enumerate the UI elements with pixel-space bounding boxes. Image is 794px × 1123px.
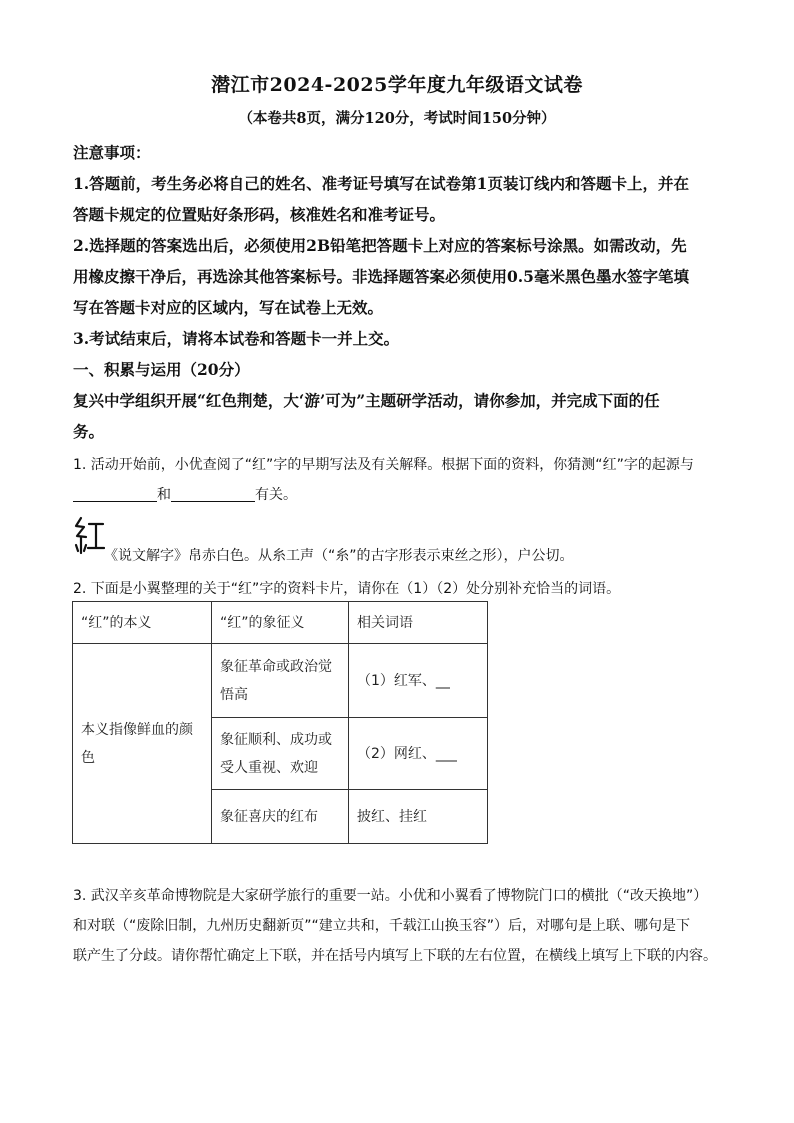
question-1-ending: 有关。 xyxy=(255,487,297,503)
question-1-answer-line xyxy=(73,484,297,504)
question-2-prompt: 2. 下面是小翼整理的关于“红”字的资料卡片，请你在（1）（2）处分别补充恰当的词语。 xyxy=(73,581,621,597)
answer-blank-1[interactable] xyxy=(73,487,157,502)
seal-script-hong-glyph xyxy=(73,515,105,559)
original-meaning-cell: 本义指像鲜血的颜 色 xyxy=(73,644,212,844)
notice-item-3: 3.考试结束后，请将本试卷和答题卡一并上交。 xyxy=(73,329,400,348)
symbol-cell-success: 象征顺利、成功或 受人重视、欢迎 xyxy=(212,718,349,790)
symbol-cell-revolution: 象征革命或政治觉 悟高 xyxy=(212,644,349,718)
section-intro-line-1: 复兴中学组织开展“红色荆楚，大‘游’可为”主题研学活动，请你参加，并完成下面的任 xyxy=(73,391,660,410)
question-1-prompt: 1. 活动开始前，小优查阅了“红”字的早期写法及有关解释。根据下面的资料，你猜测“红”字的起源与 xyxy=(73,457,694,473)
section-heading: 一、积累与运用（20分） xyxy=(73,360,250,379)
question-3-line-1: 3. 武汉辛亥革命博物院是大家研学旅行的重要一站。小优和小翼看了博物院门口的横批（“改天换地”） xyxy=(73,888,708,904)
words-cell-1[interactable]: （1）红军、__ xyxy=(349,644,488,718)
notice-item-2-line-3: 写在答题卡对应的区域内，写在试卷上无效。 xyxy=(73,298,384,317)
words-cell-2[interactable]: （2）网红、___ xyxy=(349,718,488,790)
question-3-line-2: 和对联（“废除旧制，九州历史翻新页”“建立共和，千载江山换玉容”）后，对哪句是上联、哪句是下 xyxy=(73,918,691,934)
header-symbolic-meaning: “红”的象征义 xyxy=(212,602,349,644)
question-1-connector: 和 xyxy=(157,487,171,503)
notice-heading: 注意事项： xyxy=(73,143,151,162)
symbol-cell-celebration: 象征喜庆的红布 xyxy=(212,790,349,844)
header-related-words: 相关词语 xyxy=(349,602,488,644)
page-title: 潜江市2024-2025学年度九年级语文试卷 xyxy=(211,74,583,96)
hong-info-card-table xyxy=(72,601,488,844)
question-3-line-3: 联产生了分歧。请你帮忙确定上下联，并在括号内填写上下联的左右位置，在横线上填写上下联的内容。 xyxy=(73,948,717,964)
answer-blank-2[interactable] xyxy=(171,487,255,502)
notice-item-1-line-2: 答题卡规定的位置贴好条形码，核准姓名和准考证号。 xyxy=(73,205,446,224)
table-header-row xyxy=(73,602,488,644)
notice-item-2-line-1: 2.选择题的答案选出后，必须使用2B铅笔把答题卡上对应的答案标号涂黑。如需改动，先 xyxy=(73,236,687,255)
notice-item-2-line-2: 用橡皮擦干净后，再选涂其他答案标号。非选择题答案必须使用0.5毫米黑色墨水签字笔填 xyxy=(73,267,689,286)
section-intro-line-2: 务。 xyxy=(73,422,105,441)
page-subtitle: （本卷共8页，满分120分，考试时间150分钟） xyxy=(238,110,556,127)
words-cell-3: 披红、挂红 xyxy=(349,790,488,844)
header-original-meaning: “红”的本义 xyxy=(73,602,212,644)
table-row xyxy=(73,644,488,718)
notice-item-1-line-1: 1.答题前，考生务必将自己的姓名、准考证号填写在试卷第1页装订线内和答题卡上，并在 xyxy=(73,174,689,193)
shuowen-explanation: 《说文解字》帛赤白色。从糸工声（“糸”的古字形表示束丝之形），户公切。 xyxy=(104,548,574,564)
